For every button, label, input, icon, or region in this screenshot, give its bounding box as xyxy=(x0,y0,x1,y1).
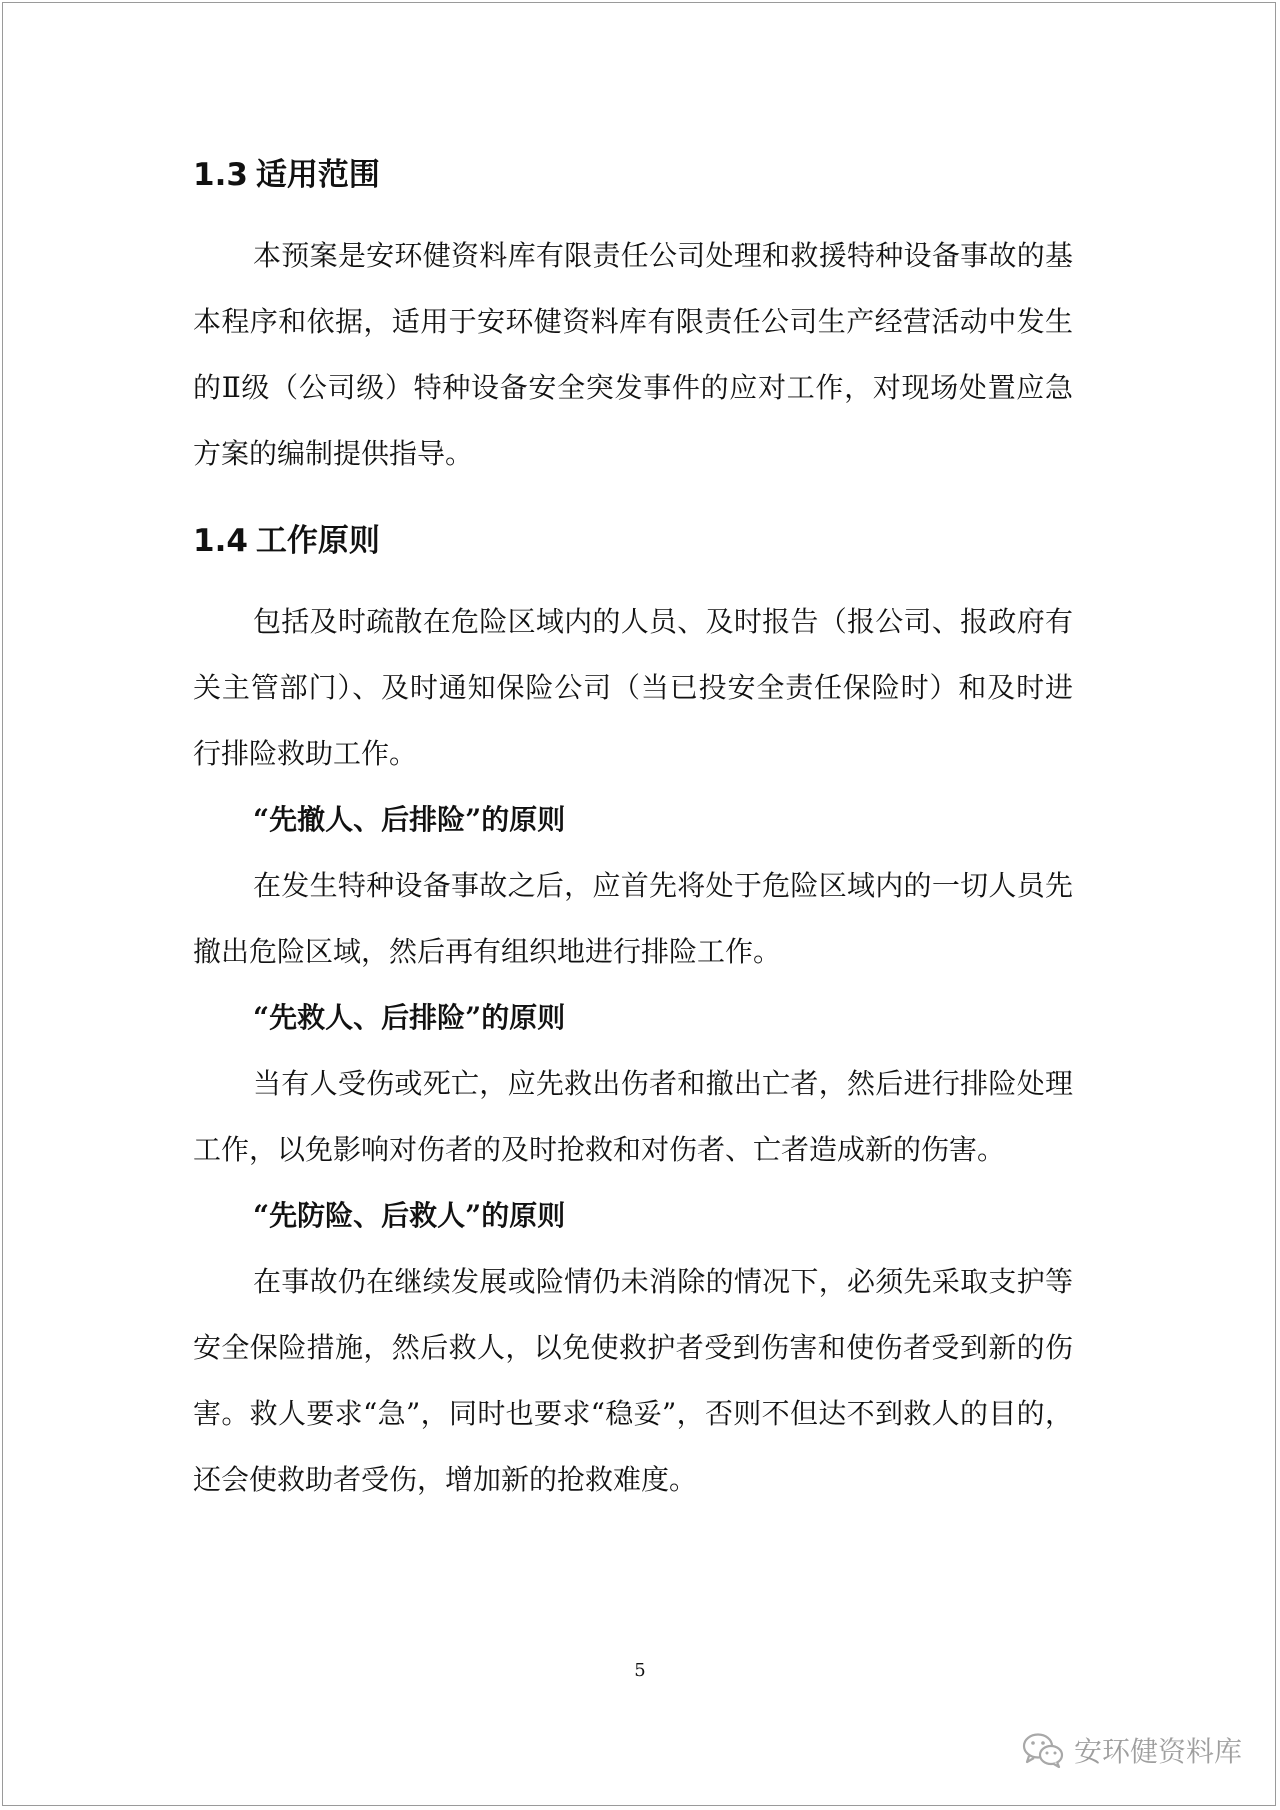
scope-paragraph: 本预案是安环健资料库有限责任公司处理和救援特种设备事故的基本程序和依据，适用于安环健资料库有限责任公司生产经营活动中发生的Ⅱ级（公司级）特种设备安全突发事件的应对工作，对现场处置应急方案的编制提供指导。 xyxy=(193,239,1073,470)
section-number: 1.3 xyxy=(193,157,248,193)
document-body xyxy=(193,155,1073,1513)
wechat-icon xyxy=(1022,1732,1064,1768)
section-title: 工作原则 xyxy=(255,523,380,559)
principle-title-rescue-first: “先救人、后排险”的原则 xyxy=(253,1001,566,1034)
section-title: 适用范围 xyxy=(255,157,380,193)
principle-text-prevent-first: 在事故仍在继续发展或险情仍未消除的情况下，必须先采取支护等安全保险措施，然后救人，以免使救护者受到伤害和使伤者受到新的伤害。救人要求“急”，同时也要求“稳妥”，否则不但达不到救人的目的，还会使救助者受伤，增加新的抢救难度。 xyxy=(193,1265,1073,1496)
section-heading-1-3 xyxy=(193,155,1073,195)
principle-title-evacuate-first: “先撤人、后排险”的原则 xyxy=(253,803,566,836)
watermark xyxy=(1022,1730,1242,1770)
principle-title-prevent-first: “先防险、后救人”的原则 xyxy=(253,1199,566,1232)
page-number: 5 xyxy=(634,1660,646,1681)
principle-text-evacuate-first: 在发生特种设备事故之后，应首先将处于危险区域内的一切人员先撤出危险区域，然后再有组织地进行排险工作。 xyxy=(193,869,1073,968)
principle-text-rescue-first: 当有人受伤或死亡，应先救出伤者和撤出亡者，然后进行排险处理工作，以免影响对伤者的及时抢救和对伤者、亡者造成新的伤害。 xyxy=(193,1067,1073,1166)
watermark-text: 安环健资料库 xyxy=(1073,1735,1242,1768)
principles-intro-paragraph: 包括及时疏散在危险区域内的人员、及时报告（报公司、报政府有关主管部门）、及时通知保险公司（当已投安全责任保险时）和及时进行排险救助工作。 xyxy=(193,605,1073,770)
section-number: 1.4 xyxy=(193,523,248,559)
section-heading-1-4 xyxy=(193,521,1073,561)
